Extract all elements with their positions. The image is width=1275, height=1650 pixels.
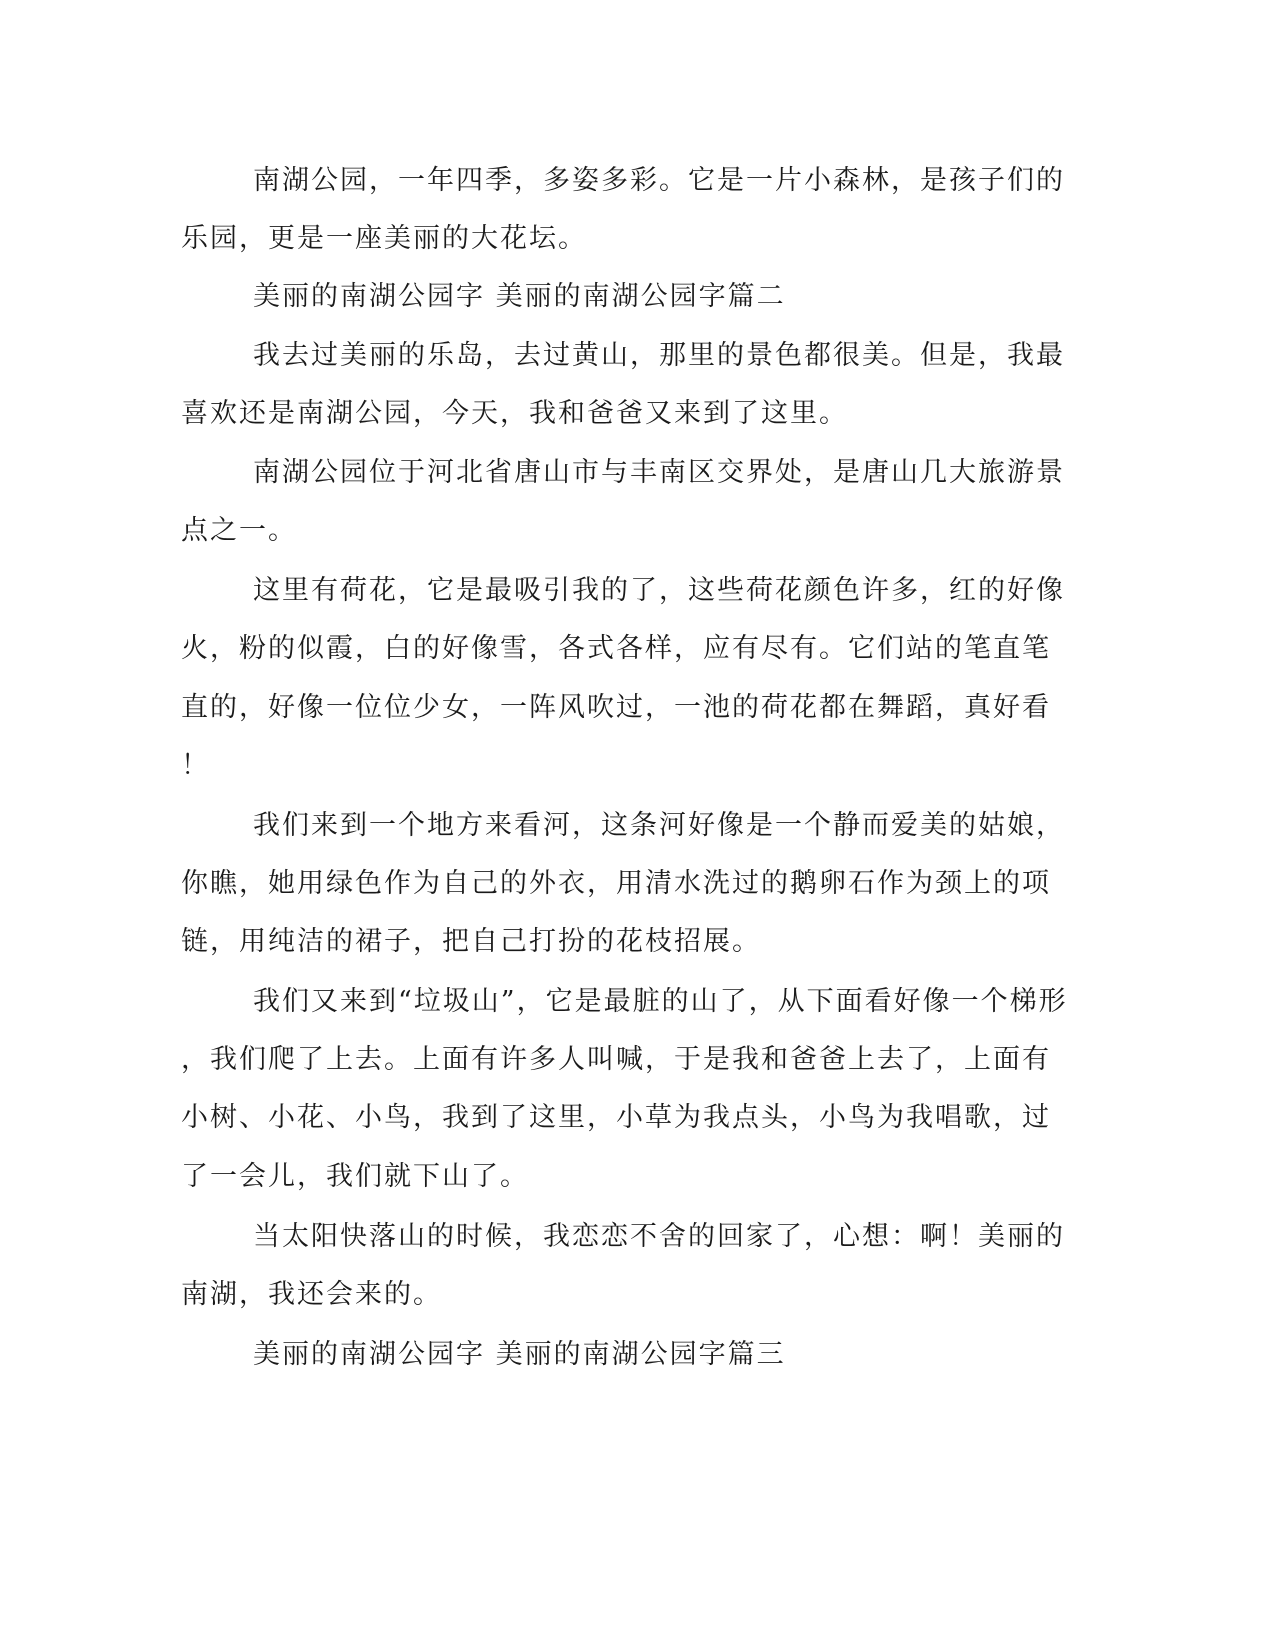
paragraph-4-line-2: 点之一。 — [181, 515, 297, 546]
paragraph-8-line-1: 当太阳快落山的时候，我恋恋不舍的回家了，心想：啊！美丽的 — [253, 1221, 1065, 1252]
section-heading-part-three: 美丽的南湖公园字 美丽的南湖公园字篇三 — [253, 1339, 786, 1370]
paragraph-3-line-1: 我去过美丽的乐岛，去过黄山，那里的景色都很美。但是，我最 — [253, 340, 1065, 371]
paragraph-6-line-1: 我们来到一个地方来看河，这条河好像是一个静而爱美的姑娘， — [253, 810, 1065, 841]
paragraph-7-line-2: ，我们爬了上去。上面有许多人叫喊，于是我和爸爸上去了，上面有 — [181, 1044, 1051, 1075]
paragraph-8-line-2: 南湖，我还会来的。 — [181, 1279, 442, 1310]
paragraph-4-line-1: 南湖公园位于河北省唐山市与丰南区交界处，是唐山几大旅游景 — [253, 457, 1065, 488]
paragraph-1-line-1: 南湖公园，一年四季，多姿多彩。它是一片小森林，是孩子们的 — [253, 165, 1065, 196]
paragraph-6-line-3: 链，用纯洁的裙子，把自己打扮的花枝招展。 — [181, 926, 761, 957]
paragraph-7-line-1: 我们又来到“垃圾山”，它是最脏的山了，从下面看好像一个梯形 — [253, 986, 1068, 1017]
paragraph-1-line-2: 乐园，更是一座美丽的大花坛。 — [181, 223, 587, 254]
paragraph-5-line-3: 直的，好像一位位少女，一阵风吹过，一池的荷花都在舞蹈，真好看 — [181, 692, 1051, 723]
paragraph-7-line-4: 了一会儿，我们就下山了。 — [181, 1161, 529, 1192]
paragraph-5-line-2: 火，粉的似霞，白的好像雪，各式各样，应有尽有。它们站的笔直笔 — [181, 633, 1051, 664]
paragraph-6-line-2: 你瞧，她用绿色作为自己的外衣，用清水洗过的鹅卵石作为颈上的项 — [181, 868, 1051, 899]
paragraph-3-line-2: 喜欢还是南湖公园，今天，我和爸爸又来到了这里。 — [181, 398, 848, 429]
paragraph-5-line-1: 这里有荷花，它是最吸引我的了，这些荷花颜色许多，红的好像 — [253, 575, 1065, 606]
paragraph-7-line-3: 小树、小花、小鸟，我到了这里，小草为我点头，小鸟为我唱歌，过 — [181, 1102, 1051, 1133]
section-heading-part-two: 美丽的南湖公园字 美丽的南湖公园字篇二 — [253, 281, 786, 312]
paragraph-5-line-4: ！ — [181, 750, 210, 781]
